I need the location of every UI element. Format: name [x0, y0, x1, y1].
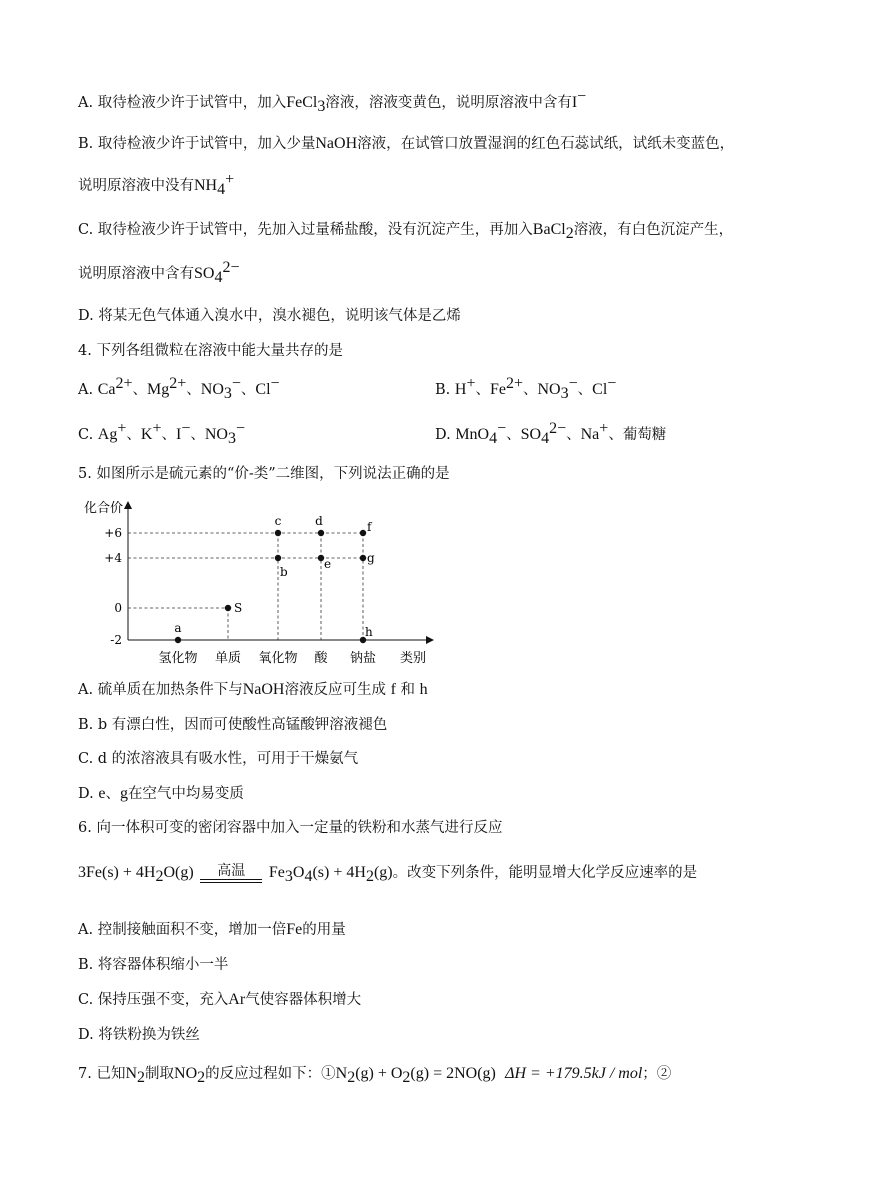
q3-option-d: D. 将某无色气体通入溴水中，溴水褪色，说明该气体是乙烯 — [78, 308, 461, 324]
point-label-f: f — [367, 520, 372, 534]
q5-option-c: C. d 的浓溶液具有吸水性，可用于干燥氨气 — [78, 751, 359, 767]
x-tick-label: 单质 — [214, 651, 242, 666]
point-label-S: S — [234, 601, 243, 615]
data-point-b — [275, 555, 281, 561]
q4-option-d: D. MnO$_4$−、$SO_4^{2-}$、Na+、葡萄糖 — [435, 420, 667, 447]
q4-option-c: C. Ag+、K+、I−、$NO_3^-$ — [78, 420, 245, 447]
reaction-condition: 高温 — [200, 863, 262, 883]
q6-option-b: B. 将容器体积缩小一半 — [78, 957, 229, 973]
data-point-S — [225, 605, 231, 611]
data-point-g — [360, 555, 366, 561]
q3-option-b-line1: B. 取待检液少许于试管中，加入少量NaOH溶液，在试管口放置湿润的红色石蕊试纸，试纸未变蓝色， — [78, 135, 735, 152]
data-point-f — [360, 530, 366, 536]
point-label-b: b — [280, 565, 288, 579]
q3-option-a: A. 取待检液少许于试管中，加入FeCl$_3$溶液，溶液变黄色，说明原溶液中含有I− — [78, 88, 587, 115]
y-tick-label: +4 — [104, 551, 122, 565]
q3-option-b-line2: 说明原溶液中没有$NH_4^+$ — [78, 171, 235, 198]
point-label-h: h — [365, 625, 373, 639]
point-label-a: a — [174, 621, 182, 635]
data-point-a — [175, 637, 181, 643]
q6-option-a: A. 控制接触面积不变，增加一倍Fe的用量 — [78, 921, 346, 938]
sulfur-valence-class-chart — [78, 492, 448, 674]
q4-option-a: A. $Ca^{2+}$、$Mg^{2+}$、$NO_3^-$、Cl− — [78, 375, 280, 402]
x-axis-label: 类别 — [400, 651, 427, 666]
y-tick-label: +6 — [104, 526, 122, 540]
q6-equation: $3Fe(s) + 4H_2O(g)$ 高温 $Fe_3O_4(s) + 4H_2(g)$。改变下列条件，能明显增大化学反应速率的是 — [78, 863, 698, 885]
data-point-d — [318, 530, 324, 536]
x-tick-label: 钠盐 — [349, 651, 377, 666]
q6-option-c: C. 保持压强不变，充入Ar气使容器体积增大 — [78, 991, 362, 1008]
point-label-d: d — [315, 514, 323, 528]
data-point-c — [275, 530, 281, 536]
y-axis-label: 化合价 — [84, 501, 124, 516]
x-tick-label: 氧化物 — [258, 651, 298, 666]
q4-option-b: B. H+、$Fe^{2+}$、$NO_3^-$、Cl− — [435, 375, 617, 402]
q7-stem: 7. 已知$N_2$制取$NO_2$的反应过程如下：$①N_2(g) + O_2(g) = 2NO(g) \Delta H = +179.5kJ$ / mol；② — [78, 1065, 672, 1086]
q5-option-d: D. e、g在空气中均易变质 — [78, 785, 244, 802]
y-tick-label: 0 — [114, 601, 122, 615]
q5-option-b: B. b 有漂白性，因而可使酸性高锰酸钾溶液褪色 — [78, 717, 388, 733]
y-tick-label: -2 — [110, 633, 122, 647]
x-tick-label: 酸 — [314, 651, 328, 666]
q3-option-c-line1: C. 取待检液少许于试管中，先加入过量稀盐酸，没有沉淀产生，再加入BaCl$_2$溶液，有白色沉淀产生， — [78, 221, 734, 242]
q3-option-c-line2: 说明原溶液中含有$SO_4^{2-}$ — [78, 259, 240, 286]
q6-stem: 6. 向一体积可变的密闭容器中加入一定量的铁粉和水蒸气进行反应 — [78, 820, 503, 836]
q5-option-a: A. 硫单质在加热条件下与NaOH溶液反应可生成 f 和 h — [78, 681, 428, 698]
q4-stem: 4. 下列各组微粒在溶液中能大量共存的是 — [78, 343, 343, 359]
q6-option-d: D. 将铁粉换为铁丝 — [78, 1027, 200, 1043]
q5-stem: 5. 如图所示是硫元素的“价-类”二维图，下列说法正确的是 — [78, 466, 450, 482]
x-tick-label: 氢化物 — [158, 651, 198, 666]
point-label-c: c — [274, 514, 282, 528]
point-label-e: e — [324, 557, 332, 571]
point-label-g: g — [367, 551, 375, 565]
